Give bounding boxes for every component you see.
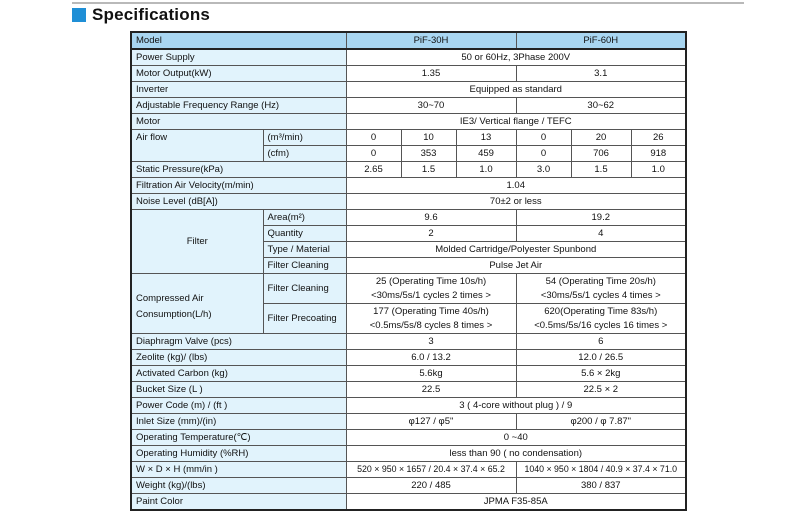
dimensions-30h: 520 × 950 × 1657 / 20.4 × 37.4 × 65.2: [346, 462, 516, 478]
row-label: Activated Carbon (kg): [131, 366, 346, 382]
power-supply-value: 50 or 60Hz, 3Phase 200V: [346, 49, 686, 66]
filter-qty-30h: 2: [346, 226, 516, 242]
sub-label: Filter Precoating: [263, 304, 346, 334]
airflow-cell: 0: [516, 130, 571, 146]
table-row-noise: [131, 194, 686, 210]
row-label: [131, 274, 263, 334]
pressure-cell: 1.0: [631, 162, 686, 178]
row-label: Filtration Air Velocity(m/min): [131, 178, 346, 194]
row-label: W × D × H (mm/in ): [131, 462, 346, 478]
op-humidity-value: less than 90 ( no condensation): [346, 446, 686, 462]
row-label: Filter: [131, 210, 263, 274]
table-row-inlet-size: [131, 414, 686, 430]
table-row-operating-humidity: [131, 446, 686, 462]
power-code-value: 3 ( 4-core without plug ) / 9: [346, 398, 686, 414]
table-row-model: [131, 32, 686, 49]
adj-freq-30h: 30~70: [346, 98, 516, 114]
table-row-operating-temperature: [131, 430, 686, 446]
value-line: 25 (Operating Time 10s/h): [375, 275, 487, 287]
airflow-cell: 0: [516, 146, 571, 162]
motor-output-60h: 3.1: [516, 66, 686, 82]
zeolite-60h: 12.0 / 26.5: [516, 350, 686, 366]
row-label: Air flow: [131, 130, 263, 162]
pressure-cell: 1.5: [571, 162, 631, 178]
table-row-weight: [131, 478, 686, 494]
air-cleaning-30h: [346, 274, 516, 304]
airflow-cell: 13: [456, 130, 516, 146]
row-label: Weight (kg)/(lbs): [131, 478, 346, 494]
filter-area-30h: 9.6: [346, 210, 516, 226]
zeolite-30h: 6.0 / 13.2: [346, 350, 516, 366]
table-row-filter-area: [131, 210, 686, 226]
row-label: Noise Level (dB[A]): [131, 194, 346, 210]
sub-label: Type / Material: [263, 242, 346, 258]
filter-cleaning-value: Pulse Jet Air: [346, 258, 686, 274]
diaphragm-30h: 3: [346, 334, 516, 350]
model-pif-30h: PiF-30H: [346, 32, 516, 49]
airflow-cell: 10: [401, 130, 456, 146]
section-header: [72, 6, 210, 24]
table-row-zeolite: [131, 350, 686, 366]
dimensions-60h: 1040 × 950 × 1804 / 40.9 × 37.4 × 71.0: [516, 462, 686, 478]
row-label: Power Code (m) / (ft ): [131, 398, 346, 414]
specifications-table: [130, 31, 687, 511]
section-marker-icon: [72, 8, 86, 22]
air-cleaning-60h: [516, 274, 686, 304]
pressure-cell: 2.65: [346, 162, 401, 178]
row-label: Power Supply: [131, 49, 346, 66]
table-row-motor: [131, 114, 686, 130]
row-label: Motor: [131, 114, 346, 130]
table-row-paint-color: [131, 494, 686, 511]
row-label: Static Pressure(kPa): [131, 162, 346, 178]
row-label: Zeolite (kg)/ (lbs): [131, 350, 346, 366]
value-line: <30ms/5s/1 cycles 4 times >: [540, 289, 661, 301]
model-pif-60h: PiF-60H: [516, 32, 686, 49]
airflow-cell: 26: [631, 130, 686, 146]
airflow-cell: 0: [346, 130, 401, 146]
row-label: Operating Temperature(℃): [131, 430, 346, 446]
row-label: Adjustable Frequency Range (Hz): [131, 98, 346, 114]
bucket-60h: 22.5 × 2: [516, 382, 686, 398]
airflow-cell: 706: [571, 146, 631, 162]
table-row-power-supply: [131, 49, 686, 66]
top-divider: [72, 2, 744, 4]
unit-label: (m³/min): [263, 130, 346, 146]
weight-60h: 380 / 837: [516, 478, 686, 494]
airflow-cell: 0: [346, 146, 401, 162]
sub-label: Filter Cleaning: [263, 258, 346, 274]
carbon-30h: 5.6kg: [346, 366, 516, 382]
row-label: Diaphragm Valve (pcs): [131, 334, 346, 350]
pressure-cell: 1.5: [401, 162, 456, 178]
row-label: Model: [131, 32, 346, 49]
airflow-cell: 918: [631, 146, 686, 162]
motor-output-30h: 1.35: [346, 66, 516, 82]
value-line: <0.5ms/5s/8 cycles 8 times >: [369, 319, 493, 331]
noise-value: 70±2 or less: [346, 194, 686, 210]
filtration-velocity-value: 1.04: [346, 178, 686, 194]
bucket-30h: 22.5: [346, 382, 516, 398]
row-label: Paint Color: [131, 494, 346, 511]
value-line: 54 (Operating Time 20s/h): [545, 275, 656, 287]
inverter-value: Equipped as standard: [346, 82, 686, 98]
value-line: 620(Operating Time 83s/h): [544, 305, 658, 317]
adj-freq-60h: 30~62: [516, 98, 686, 114]
table-row-power-code: [131, 398, 686, 414]
diaphragm-60h: 6: [516, 334, 686, 350]
table-row-activated-carbon: [131, 366, 686, 382]
pressure-cell: 3.0: [516, 162, 571, 178]
page-title: Specifications: [92, 5, 211, 24]
air-precoating-60h: [516, 304, 686, 334]
table-row-air-flow-m3: [131, 130, 686, 146]
op-temp-value: 0 ~40: [346, 430, 686, 446]
air-precoating-30h: [346, 304, 516, 334]
value-line: <0.5ms/5s/16 cycles 16 times >: [534, 319, 668, 331]
airflow-cell: 353: [401, 146, 456, 162]
sub-label: Quantity: [263, 226, 346, 242]
table-row-filtration-velocity: [131, 178, 686, 194]
value-line: 177 (Operating Time 40s/h): [373, 305, 489, 317]
table-row-static-pressure: [131, 162, 686, 178]
row-label: Motor Output(kW): [131, 66, 346, 82]
filter-qty-60h: 4: [516, 226, 686, 242]
row-label: Bucket Size (L ): [131, 382, 346, 398]
sub-label: Area(m²): [263, 210, 346, 226]
table-row-motor-output: [131, 66, 686, 82]
inlet-30h: φ127 / φ5": [346, 414, 516, 430]
row-label: Inlet Size (mm)/(in): [131, 414, 346, 430]
table-row-diaphragm: [131, 334, 686, 350]
table-row-bucket-size: [131, 382, 686, 398]
row-label: Operating Humidity (%RH): [131, 446, 346, 462]
airflow-cell: 20: [571, 130, 631, 146]
carbon-60h: 5.6 × 2kg: [516, 366, 686, 382]
label-line: Consumption(L/h): [136, 308, 212, 320]
unit-label: (cfm): [263, 146, 346, 162]
table-row-dimensions: [131, 462, 686, 478]
sub-label: Filter Cleaning: [263, 274, 346, 304]
value-line: <30ms/5s/1 cycles 2 times >: [371, 289, 491, 301]
filter-area-60h: 19.2: [516, 210, 686, 226]
motor-value: IE3/ Vertical flange / TEFC: [346, 114, 686, 130]
weight-30h: 220 / 485: [346, 478, 516, 494]
table-row-compressed-air-cleaning: [131, 274, 686, 304]
row-label: Inverter: [131, 82, 346, 98]
pressure-cell: 1.0: [456, 162, 516, 178]
table-row-inverter: [131, 82, 686, 98]
table-row-adjustable-frequency: [131, 98, 686, 114]
paint-color-value: JPMA F35-85A: [346, 494, 686, 511]
filter-type-value: Molded Cartridge/Polyester Spunbond: [346, 242, 686, 258]
label-line: Compressed Air: [136, 292, 204, 304]
airflow-cell: 459: [456, 146, 516, 162]
inlet-60h: φ200 / φ 7.87": [516, 414, 686, 430]
